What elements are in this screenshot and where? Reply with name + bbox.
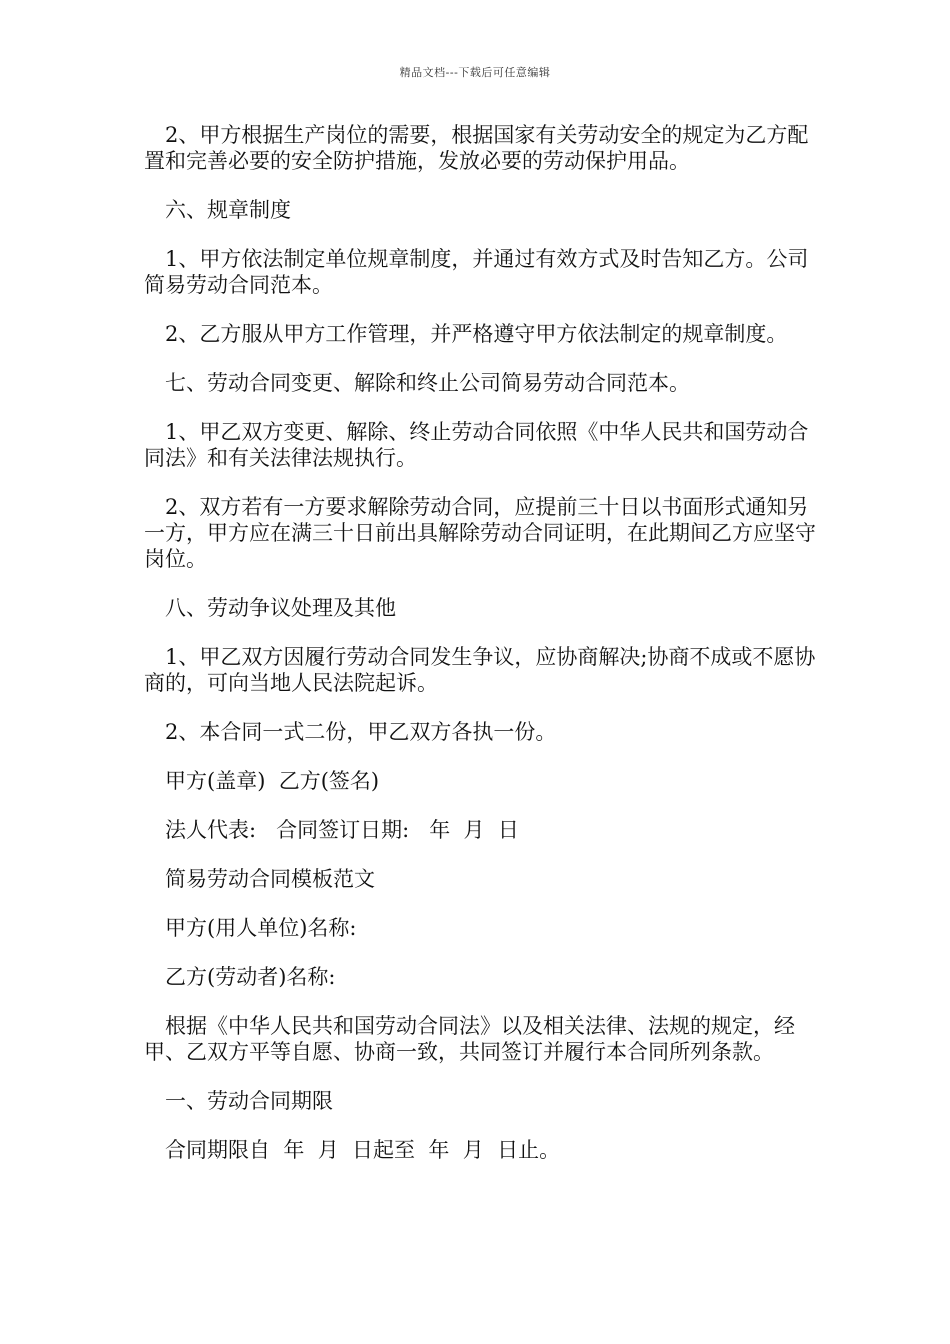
signature-date-line: 法人代表: 合同签订日期: 年 月 日 <box>165 818 519 842</box>
section-heading: 八、劳动争议处理及其他 <box>165 596 396 620</box>
page-header: 精品文档---下载后可任意编辑 <box>399 66 551 79</box>
paragraph: 2、甲方根据生产岗位的需要，根据国家有关劳动安全的规定为乙方配置和完善必要的安全防护措施，发放必要的劳动保护用品。 <box>144 123 809 173</box>
signature-line: 甲方(盖章) 乙方(签名) <box>165 769 380 793</box>
paragraph: 2、双方若有一方要求解除劳动合同，应提前三十日以书面形式通知另一方，甲方应在满三十日前出具解除劳动合同证明，在此期间乙方应坚守岗位。 <box>144 495 816 571</box>
paragraph: 1、甲乙双方变更、解除、终止劳动合同依照《中华人民共和国劳动合同法》和有关法律法规执行。 <box>144 420 809 470</box>
paragraph: 1、甲方依法制定单位规章制度，并通过有效方式及时告知乙方。公司简易劳动合同范本。 <box>144 247 809 297</box>
party-b-name-field: 乙方(劳动者)名称: <box>165 965 336 989</box>
paragraph: 2、乙方服从甲方工作管理，并严格遵守甲方依法制定的规章制度。 <box>165 322 788 346</box>
party-a-name-field: 甲方(用人单位)名称: <box>165 916 357 940</box>
document-body <box>144 122 824 1186</box>
paragraph: 合同期限自 年 月 日起至 年 月 日止。 <box>165 1138 561 1162</box>
section-heading: 七、劳动合同变更、解除和终止公司简易劳动合同范本。 <box>165 371 690 395</box>
paragraph: 2、本合同一式二份，甲乙双方各执一份。 <box>165 720 557 744</box>
paragraph: 1、甲乙双方因履行劳动合同发生争议，应协商解决;协商不成或不愿协商的，可向当地人民法院起诉。 <box>144 645 816 695</box>
paragraph: 根据《中华人民共和国劳动合同法》以及相关法律、法规的规定，经甲、乙双方平等自愿、协商一致，共同签订并履行本合同所列条款。 <box>144 1014 795 1064</box>
section-heading: 六、规章制度 <box>165 198 291 222</box>
document-subtitle: 简易劳动合同模板范文 <box>165 867 375 891</box>
section-heading: 一、劳动合同期限 <box>165 1089 333 1113</box>
